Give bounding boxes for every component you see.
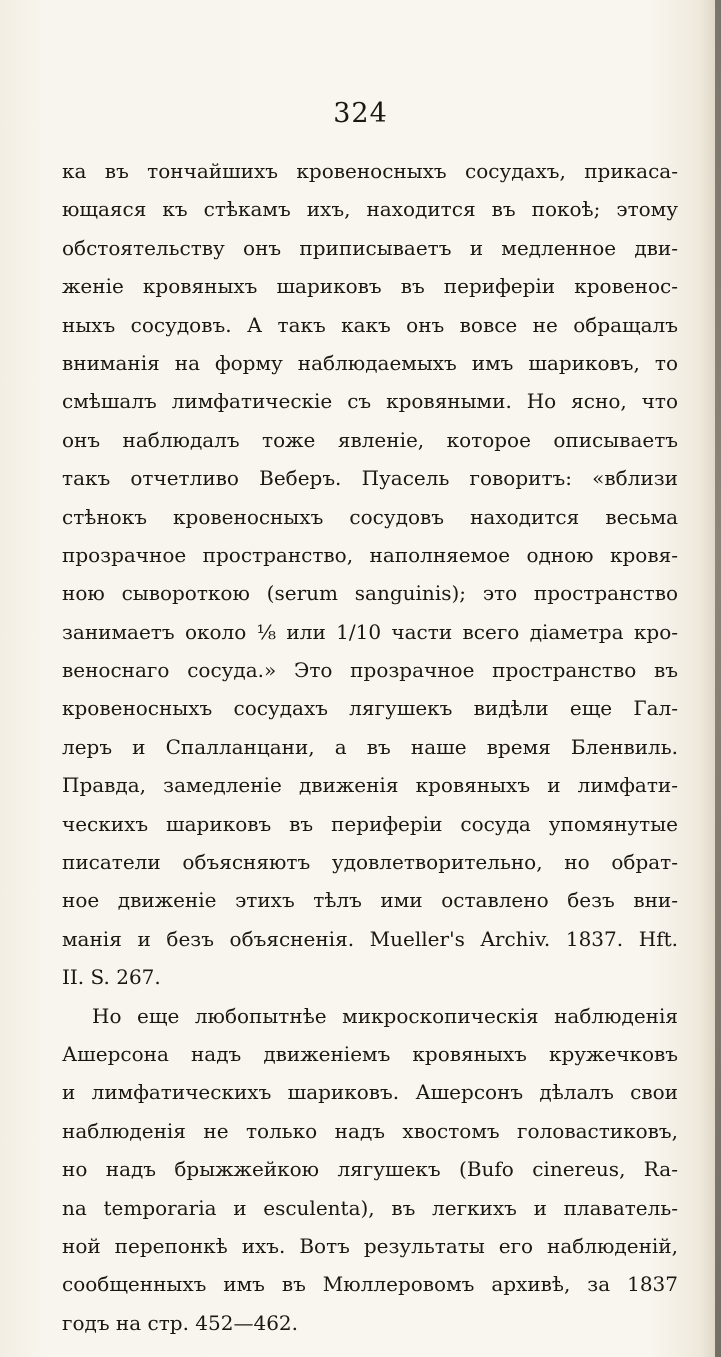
text-line: занимаетъ около ⅛ или 1/10 части всего діаметра кро- xyxy=(62,619,678,644)
text-line: na temporaria и esculenta), въ легкихъ и плаватель- xyxy=(62,1195,678,1220)
text-line: наблюденія не только надъ хвостомъ головастиковъ, xyxy=(62,1118,678,1143)
text-line: ка въ тончайшихъ кровеносныхъ сосудахъ, прикаса- xyxy=(62,159,678,183)
text-line: сообщенныхъ имъ въ Мюллеровомъ архивѣ, за 1837 xyxy=(62,1272,678,1297)
text-line: стѣнокъ кровеносныхъ сосудовъ находится весьма xyxy=(62,504,678,529)
page-number: 324 xyxy=(333,98,388,129)
text-line: леръ и Спалланцани, а въ наше время Бленвиль. xyxy=(62,734,678,759)
text-line: писатели объясняютъ удовлетворительно, но обрат- xyxy=(62,850,678,875)
text-line: вниманія на форму наблюдаемыхъ имъ шариковъ, то xyxy=(62,350,678,375)
text-line: ной перепонкѣ ихъ. Вотъ результаты его наблюденій, xyxy=(62,1233,678,1258)
text-line: годъ на стр. 452—462. xyxy=(62,1310,299,1335)
text-line: Правда, замедленіе движенія кровяныхъ и лимфати- xyxy=(62,773,678,798)
text-line: и лимфатическихъ шариковъ. Ашерсонъ дѣлалъ свои xyxy=(62,1080,678,1105)
text-line: такъ отчетливо Веберъ. Пуасель говоритъ: «вблизи xyxy=(62,466,678,491)
text-line: онъ наблюдалъ тоже явленіе, которое описываетъ xyxy=(62,427,678,452)
text-line: Ашерсона надъ движеніемъ кровяныхъ кружечковъ xyxy=(62,1041,678,1066)
text-line: смѣшалъ лимфатическіе съ кровяными. Но ясно, что xyxy=(62,389,678,414)
text-line: кровеносныхъ сосудахъ лягушекъ видѣли еще Гал- xyxy=(62,696,678,721)
text-line: женіе кровяныхъ шариковъ въ периферіи кровенос- xyxy=(62,274,678,299)
text-line: веноснаго сосуда.» Это прозрачное пространство въ xyxy=(62,658,678,683)
text-line: ческихъ шариковъ въ периферіи сосуда упомянутые xyxy=(62,811,678,836)
text-line: прозрачное пространство, наполняемое одною кровя- xyxy=(62,542,678,567)
book-spine-edge xyxy=(715,0,721,1357)
text-line: ное движеніе этихъ тѣлъ ими оставлено безъ вни- xyxy=(62,888,678,913)
body-text xyxy=(62,152,678,1342)
text-line: Но еще любопытнѣе микроскопическія наблюденія xyxy=(92,1003,678,1028)
text-line: II. S. 267. xyxy=(62,965,161,990)
text-line: ныхъ сосудовъ. А такъ какъ онъ вовсе не обращалъ xyxy=(62,312,678,337)
text-line: ющаяся къ стѣкамъ ихъ, находится въ покоѣ; этому xyxy=(62,197,678,222)
text-line: манія и безъ объясненія. Mueller's Archiv. 1837. Hft. xyxy=(62,926,678,951)
text-line: обстоятельству онъ приписываетъ и медленное дви- xyxy=(62,235,678,260)
text-line: но надъ брыжжейкою лягушекъ (Bufo cinereus, Ra- xyxy=(62,1157,678,1182)
text-line: ною сывороткою (serum sanguinis); это пространство xyxy=(62,581,678,606)
